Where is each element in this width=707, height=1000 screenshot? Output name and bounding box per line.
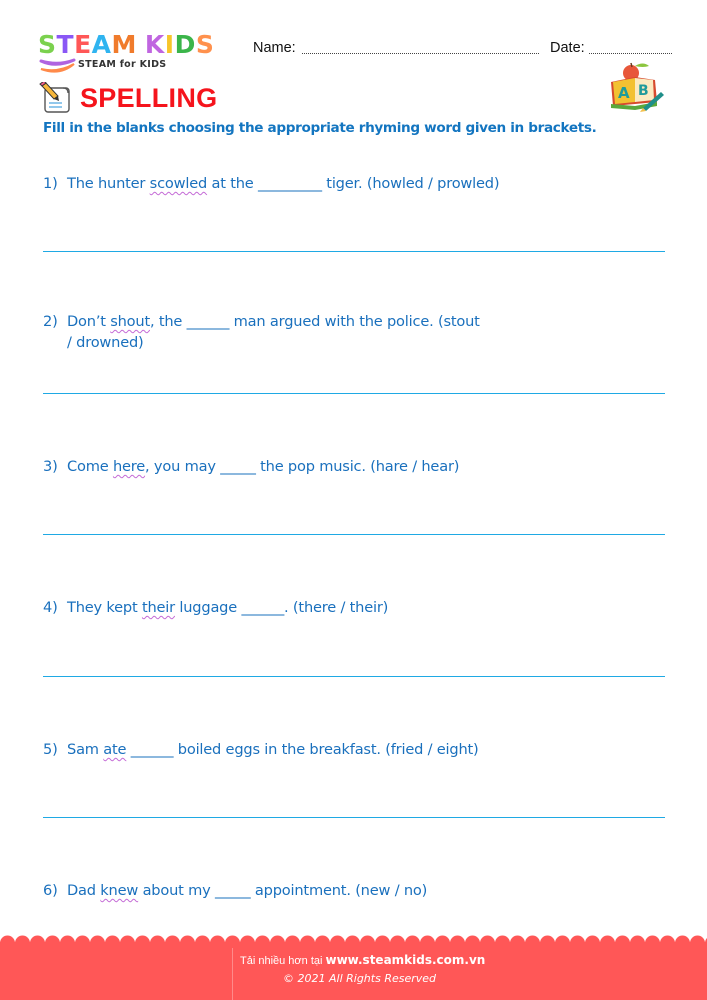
spellcheck-word: knew	[100, 882, 139, 899]
logo-letter: D	[174, 30, 196, 59]
question-number: 5)	[43, 741, 58, 758]
question-text: , you may _____ the pop music. (hare / hear)	[145, 458, 460, 475]
question-2	[43, 311, 543, 353]
question-text: Sam	[67, 741, 104, 758]
worksheet-title: SPELLING	[80, 83, 218, 113]
question-text: They kept	[67, 599, 142, 616]
answer-line-5[interactable]	[43, 817, 665, 818]
logo-letter: T	[56, 30, 75, 59]
footer-divider	[232, 948, 233, 1000]
date-field[interactable]	[589, 53, 672, 54]
logo-swoosh-icon	[38, 57, 78, 77]
question-number: 6)	[43, 882, 58, 899]
question-text-continued: / drowned)	[67, 334, 144, 351]
footer-band	[0, 942, 707, 1000]
question-text: at the _________ tiger. (howled / prowled)	[207, 175, 500, 192]
name-label: Name:	[253, 40, 296, 56]
spellcheck-word: shout	[110, 313, 150, 330]
logo-wordmark	[38, 32, 214, 58]
spellcheck-word: scowled	[149, 175, 208, 192]
question-text: about my _____ appointment. (new / no)	[138, 882, 428, 899]
question-number: 2)	[43, 313, 58, 330]
question-text: ______ boiled eggs in the breakfast. (fried / eight)	[126, 741, 479, 758]
question-4	[43, 597, 388, 618]
instructions: Fill in the blanks choosing the appropriate rhyming word given in brackets.	[43, 120, 597, 136]
logo-letter: E	[74, 30, 92, 59]
logo-letter: M	[111, 30, 137, 59]
footer-website-link[interactable]: www.steamkids.com.vn	[325, 953, 486, 967]
logo-letter: A	[91, 30, 112, 59]
spellcheck-word: their	[141, 599, 175, 616]
svg-text:A: A	[618, 84, 630, 102]
question-text: , the ______ man argued with the police. (stout	[149, 313, 480, 330]
footer-copyright: © 2021 All Rights Reserved	[283, 972, 437, 985]
date-label: Date:	[550, 40, 585, 56]
footer-download-prefix: Tải nhiều hơn tại	[240, 955, 326, 967]
question-1	[43, 173, 499, 194]
question-text: Come	[67, 458, 113, 475]
question-number: 3)	[43, 458, 58, 475]
logo-letter: S	[195, 30, 215, 59]
answer-line-4[interactable]	[43, 676, 665, 677]
question-6	[43, 880, 427, 901]
svg-text:B: B	[638, 83, 649, 99]
question-5	[43, 739, 479, 760]
logo-letter: K	[144, 30, 165, 59]
question-text: luggage ______. (there / their)	[174, 599, 389, 616]
abc-book-apple-icon	[607, 60, 665, 112]
pencil-scroll-icon	[38, 82, 72, 114]
spellcheck-word: ate	[103, 741, 127, 758]
steam-kids-logo	[38, 32, 238, 76]
question-text: Dad	[67, 882, 101, 899]
question-text: The hunter	[67, 175, 150, 192]
question-number: 1)	[43, 175, 58, 192]
logo-letter: I	[164, 30, 175, 59]
logo-tagline: STEAM for KIDS	[78, 59, 167, 70]
question-3	[43, 456, 459, 477]
question-number: 4)	[43, 599, 58, 616]
answer-line-3[interactable]	[43, 534, 665, 535]
footer-download-text	[240, 953, 485, 967]
logo-letter: S	[38, 30, 57, 59]
answer-line-1[interactable]	[43, 251, 665, 252]
name-field[interactable]	[302, 53, 539, 54]
question-text: Don’t	[67, 313, 111, 330]
answer-line-2[interactable]	[43, 393, 665, 394]
spellcheck-word: here	[112, 458, 146, 475]
